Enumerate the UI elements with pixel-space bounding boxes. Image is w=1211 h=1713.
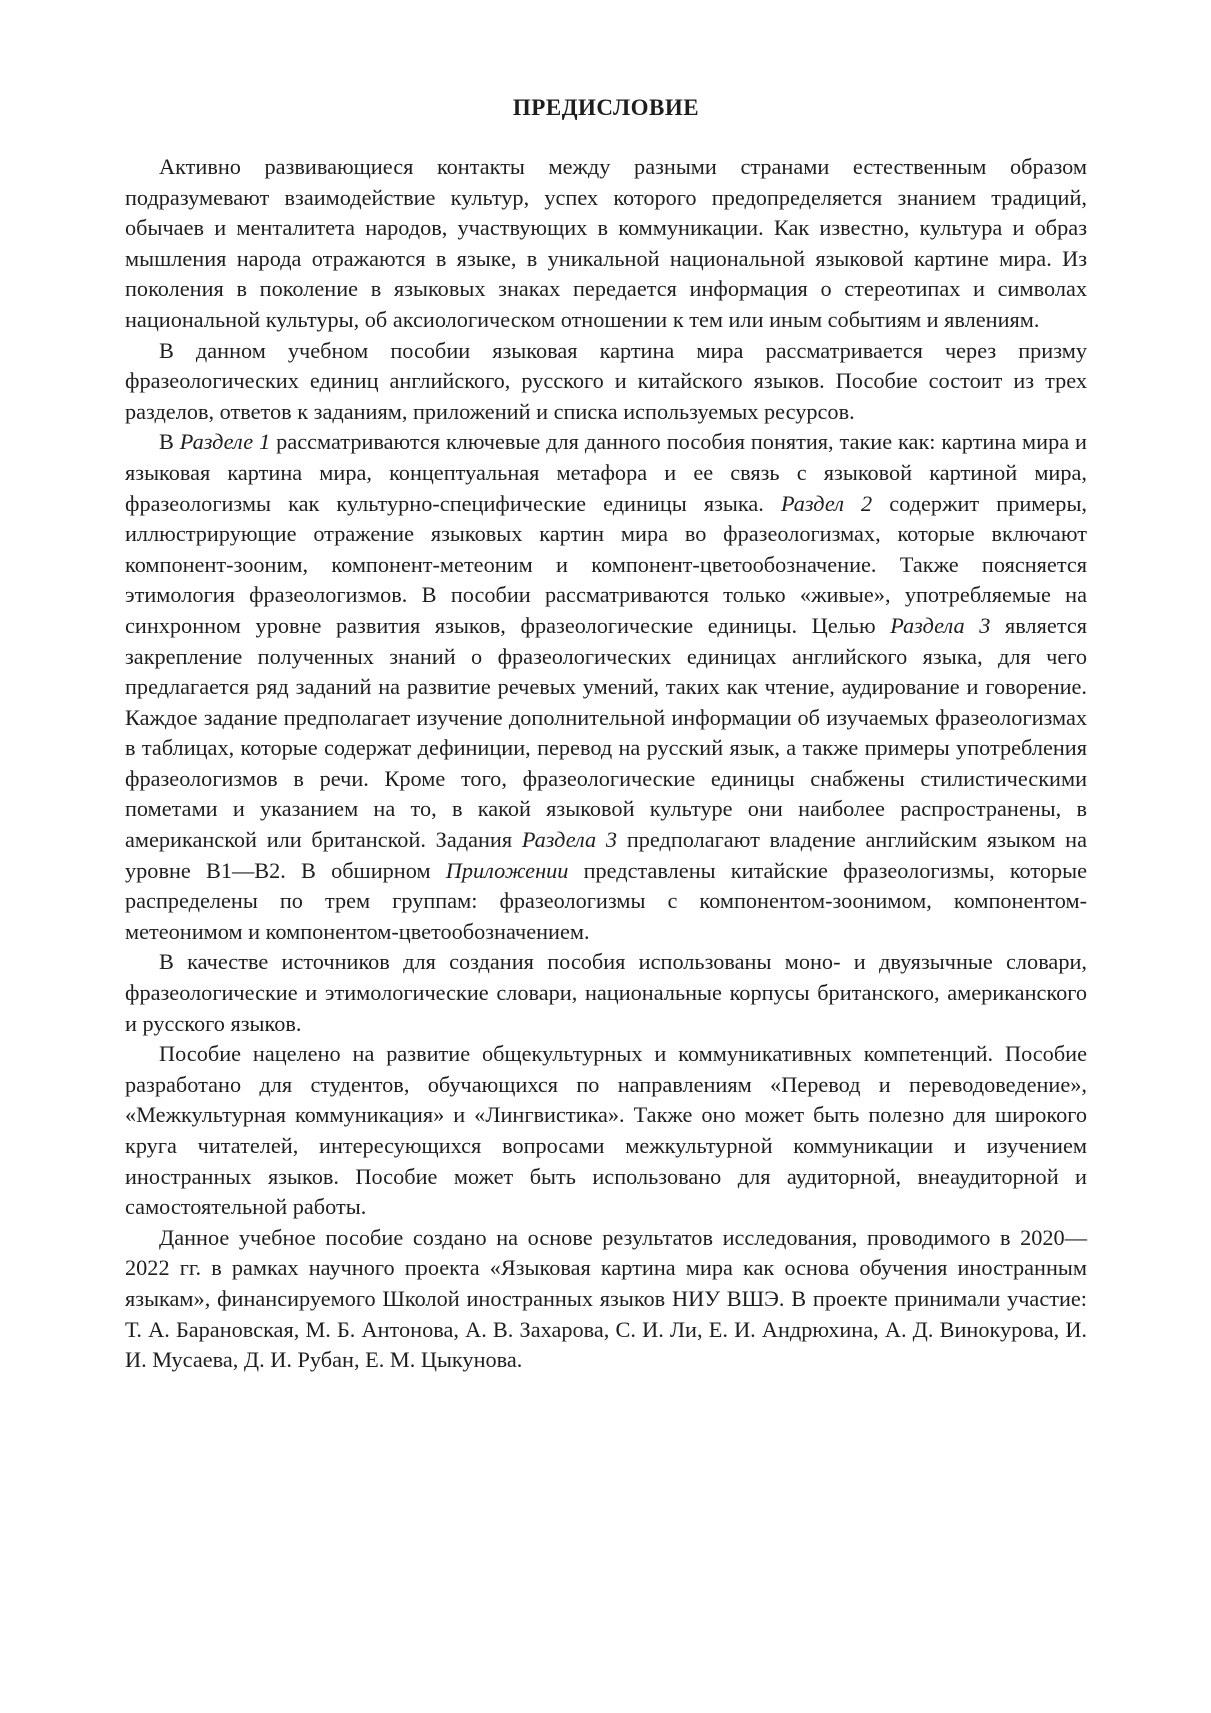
italic-appendix-ref: Приложении [445, 857, 569, 883]
page-title: ПРЕДИСЛОВИЕ [512, 95, 700, 120]
italic-section-ref: Раздела 3 [890, 612, 991, 638]
italic-section-ref: Разделе 1 [179, 429, 271, 455]
text-run: представлены китайские фразеологизмы, которые распределены по трем группам: фразеологизмы с компонентом-зоонимом, компонентом-метеонимом и компонентом-цветообозначением. [125, 857, 1087, 944]
italic-section-ref: Раздел 2 [780, 490, 873, 516]
paragraph-sections [125, 427, 1087, 947]
paragraph-sources: В качестве источников для создания пособия использованы моно- и двуязычные словари, фразеологические и этимологические словари, национальные корпусы британского, американского и русского языков. [125, 949, 1087, 1036]
paragraph-intro: Активно развивающиеся контакты между разными странами естественным образом подразумевают взаимодействие культур, успех которого предопределяется знанием традиций, обычаев и менталитета народов, участвующих в коммуникации. Как известно, культура и образ мышления народа отражаются в языке, в уникальной национальной языковой картине мира. Из поколения в поколение в языковых знаках передается информация о стереотипах и символах национальной культуры, об аксиологическом отношении к тем или иным событиям и явлениям. [125, 154, 1087, 332]
text-run: предполагают владение английским языком на уровне B1—B2. В обширном [125, 827, 1087, 883]
document-page [125, 88, 1087, 1376]
text-run: является закрепление полученных знаний о фразеологических единицах английского языка, для чего предлагается ряд заданий на развитие речевых умений, таких как чтение, аудирование и говорение. Каждое задание предполагает изучение дополнительной информации об изучаемых фразеологизмах в таблицах, которые содержат дефиниции, перевод на русский язык, а также примеры употребления фразеологизмов в речи. Кроме того, фразеологические единицы снабжены стилистическими пометами и указанием на то, в какой языковой культуре они наиболее распространены, в американской или британской. Задания [125, 612, 1087, 853]
paragraph-overview: В данном учебном пособии языковая картина мира рассматривается через призму фразеологических единиц английского, русского и китайского языков. Пособие состоит из трех разделов, ответов к заданиям, приложений и списка используемых ресурсов. [125, 337, 1087, 424]
paragraph-audience: Пособие нацелено на развитие общекультурных и коммуникативных компетенций. Пособие разработано для студентов, обучающихся по направлениям «Перевод и переводоведение», «Межкультурная коммуникация» и «Лингвистика». Также оно может быть полезно для широкого круга читателей, интересующихся вопросами межкультурной коммуникации и изучением иностранных языков. Пособие может быть использовано для аудиторной, внеаудиторной и самостоятельной работы. [125, 1041, 1087, 1220]
italic-section-ref: Раздела 3 [521, 827, 618, 853]
paragraph-project: Данное учебное пособие создано на основе результатов исследования, проводимого в 2020—2022 гг. в рамках научного проекта «Языковая картина мира как основа обучения иностранным языкам», финансируемого Школой иностранных языков НИУ ВШЭ. В проекте принимали участие: Т. А. Барановская, М. Б. Антонова, А. В. Захарова, С. И. Ли, Е. И. Андрюхина, А. Д. Винокурова, И. И. Мусаева, Д. И. Рубан, Е. М. Цыкунова. [125, 1224, 1087, 1373]
text-run: содержит примеры, иллюстрирующие отражение языковых картин мира во фразеологизмах, которые включают компонент-зооним, компонент-метеоним и компонент-цветообозначение. Также поясняется этимология фразеологизмов. В пособии рассматриваются только «живые», употребляемые на синхронном уровне развития языков, фразеологические единицы. Целью [125, 490, 1087, 638]
text-run: рассматриваются ключевые для данного пособия понятия, такие как: картина мира и языковая картина мира, концептуальная метафора и ее связь с языковой картиной мира, фразеологизмы как культурно-специфические единицы языка. [125, 429, 1087, 516]
text-run: В [159, 429, 180, 455]
